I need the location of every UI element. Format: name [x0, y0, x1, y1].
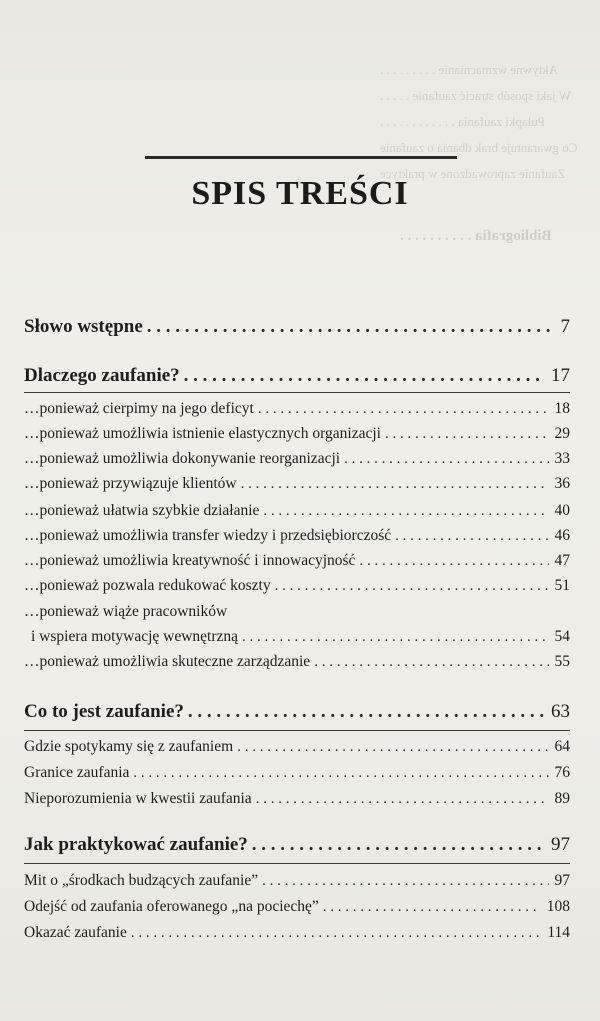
- toc-item-page: 108: [546, 898, 570, 915]
- toc-item-label: …ponieważ umożliwia istnienie elastycznych organizacji: [24, 425, 381, 442]
- toc-item[interactable]: [24, 628, 570, 646]
- toc-item[interactable]: [24, 400, 570, 418]
- toc-item[interactable]: [24, 577, 570, 595]
- dot-leader: [256, 791, 549, 808]
- toc-item-label: …ponieważ umożliwia transfer wiedzy i przedsiębiorczość: [24, 527, 392, 544]
- toc-item-page: 89: [554, 790, 570, 807]
- toc-entry-page: 7: [560, 316, 570, 337]
- toc-chapter-label: Co to jest zaufanie?: [24, 701, 184, 722]
- dot-leader: [237, 739, 548, 756]
- toc-item[interactable]: [24, 790, 570, 808]
- toc-item[interactable]: [24, 552, 570, 570]
- dot-leader: [263, 503, 548, 520]
- dot-leader: [131, 925, 541, 942]
- toc-item[interactable]: [24, 653, 570, 671]
- section-divider: [24, 863, 570, 864]
- toc-item-page: 29: [554, 425, 570, 442]
- dot-leader: [314, 654, 548, 671]
- toc-item[interactable]: [24, 425, 570, 443]
- toc-item-page: 40: [554, 502, 570, 519]
- toc-item[interactable]: [24, 764, 570, 782]
- toc-item-label: Odejść od zaufania oferowanego „na pociechę”: [24, 898, 319, 915]
- bleed-through-text: Co gwarantuje brak dbania o zaufanie: [380, 140, 578, 155]
- toc-item-page: 36: [554, 475, 570, 492]
- toc-item-label: Okazać zaufanie: [24, 924, 127, 941]
- toc-chapter-2[interactable]: [24, 701, 570, 723]
- toc-entry-intro[interactable]: [24, 316, 570, 338]
- dot-leader: [395, 528, 548, 545]
- dot-leader: [258, 401, 549, 418]
- dot-leader: [323, 899, 541, 916]
- toc-item[interactable]: [24, 738, 570, 756]
- bleed-through-heading: Bibliografia . . . . . . . . . .: [400, 228, 552, 244]
- toc-item-label: …ponieważ umożliwia skuteczne zarządzanie: [24, 653, 311, 670]
- bleed-through-text: Aktywne wzmacnianie . . . . . . . . .: [380, 62, 558, 77]
- dot-leader: [133, 765, 548, 782]
- title-rule: [145, 156, 457, 159]
- toc-item-page: 55: [554, 653, 570, 670]
- toc-item-page: 114: [547, 924, 570, 941]
- toc-item[interactable]: [24, 450, 570, 468]
- toc-item[interactable]: [24, 475, 570, 493]
- toc-item[interactable]: [24, 872, 570, 890]
- toc-item-label: …ponieważ umożliwia kreatywność i innowacyjność: [24, 552, 356, 569]
- toc-item-page: 76: [554, 764, 570, 781]
- toc-item-label: Gdzie spotykamy się z zaufaniem: [24, 738, 234, 755]
- toc-item-label: …ponieważ przywiązuje klientów: [24, 475, 237, 492]
- toc-item-label: …ponieważ ułatwia szybkie działanie: [24, 502, 260, 519]
- toc-item[interactable]: [24, 924, 570, 942]
- toc-item-page: 54: [554, 628, 570, 645]
- toc-item[interactable]: [24, 502, 570, 520]
- bleed-through-text: Pułapki zaufania . . . . . . . . . . . .: [380, 114, 545, 129]
- dot-leader: [147, 316, 555, 338]
- toc-item-page: 33: [554, 450, 570, 467]
- dot-leader: [188, 701, 545, 723]
- toc-item[interactable]: [24, 898, 570, 916]
- toc-chapter-3[interactable]: [24, 834, 570, 856]
- toc-item-label: Mit o „środkach budzących zaufanie”: [24, 872, 259, 889]
- toc-item-label: Granice zaufania: [24, 764, 130, 781]
- toc-chapter-page: 97: [551, 834, 570, 855]
- section-divider: [24, 730, 570, 731]
- dot-leader: [359, 553, 548, 570]
- toc-item-page: 46: [554, 527, 570, 544]
- toc-chapter-label: Dlaczego zaufanie?: [24, 365, 180, 386]
- dot-leader: [252, 834, 545, 856]
- dot-leader: [385, 426, 549, 443]
- dot-leader: [344, 451, 548, 468]
- toc-entry-label: Słowo wstępne: [24, 316, 143, 337]
- toc-item-page: 51: [554, 577, 570, 594]
- toc-chapter-page: 17: [551, 365, 570, 386]
- toc-item-page: 47: [554, 552, 570, 569]
- toc-item-label-line-2: i wspiera motywację wewnętrzną: [31, 628, 239, 645]
- page-title: SPIS TREŚCI: [191, 175, 409, 212]
- toc-item-page: 64: [554, 738, 570, 755]
- dot-leader: [241, 476, 549, 493]
- toc-item-page: 18: [554, 400, 570, 417]
- dot-leader: [184, 365, 545, 387]
- toc-chapter-label: Jak praktykować zaufanie?: [24, 834, 248, 855]
- toc-item-page: 97: [554, 872, 570, 889]
- toc-item-label-line-1[interactable]: …ponieważ wiąże pracowników: [24, 603, 228, 620]
- bleed-through-text: W jaki sposób stracić zaufanie . . . . .: [380, 88, 572, 103]
- toc-item-label: …ponieważ pozwala redukować koszty: [24, 577, 271, 594]
- toc-item-label: …ponieważ umożliwia dokonywanie reorganizacji: [24, 450, 341, 467]
- toc-item[interactable]: [24, 527, 570, 545]
- toc-chapter-page: 63: [551, 701, 570, 722]
- dot-leader: [275, 578, 549, 595]
- dot-leader: [242, 629, 548, 646]
- section-divider: [24, 392, 570, 393]
- toc-item-label: …ponieważ cierpimy na jego deficyt: [24, 400, 254, 417]
- bleed-through-text: Zaufanie zaprowadzone w praktyce: [380, 166, 566, 181]
- dot-leader: [262, 873, 548, 890]
- toc-item-label: Nieporozumienia w kwestii zaufania: [24, 790, 252, 807]
- toc-chapter-1[interactable]: [24, 365, 570, 387]
